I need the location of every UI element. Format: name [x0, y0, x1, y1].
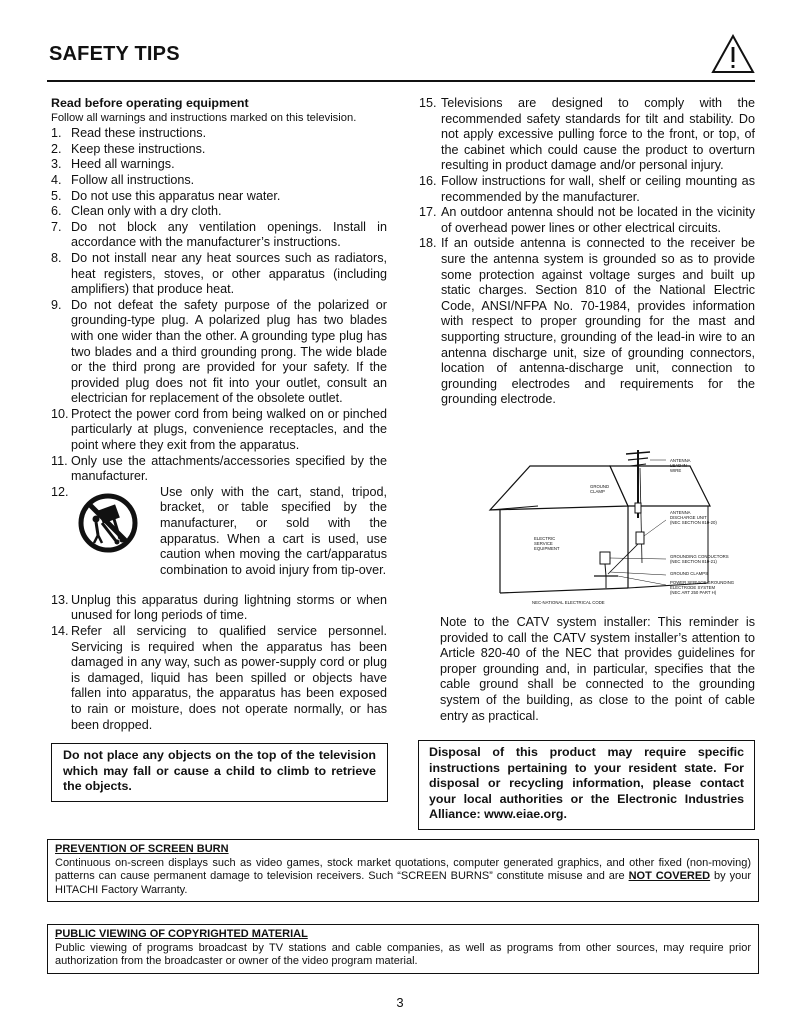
- list-item: 18. If an outside antenna is connected to the receiver be sure the antenna system is grounded so as to provide some protection against voltage surges and built up static charges. Section 810 of the National Electric Code, ANSI/NFPA No. 70-1984, provides information with respect to proper grounding for the mast and supporting structure, grounding of the lead-in wire to an antenna discharge unit, size of grounding connectors, location of antenna-discharge unit, connection to grounding electrodes and requirements for the grounding electrode.: [419, 236, 755, 407]
- section-subhead: Read before operating equipment: [51, 96, 249, 110]
- list-item: 14. Refer all servicing to qualified service personnel. Servicing is required when the apparatus has been damaged in any way, such as power-supply cord or plug is damaged, liquid has been spilled or objects have fallen into apparatus, the apparatus has been exposed to rain or moisture, does not operate normally, or has been dropped.: [51, 624, 387, 732]
- list-item: 4. Follow all instructions.: [51, 172, 195, 187]
- left-column: [51, 96, 387, 733]
- copyright-text: Public viewing of programs broadcast by TV stations and cable companies, as well as programs from other sources, may require prior authorization from the broadcaster or owner of the video program material.: [55, 941, 751, 968]
- list-item: 11. Only use the attachments/accessories specified by the manufacturer.: [51, 453, 387, 484]
- intro-text: Follow all warnings and instructions marked on this television.: [51, 111, 357, 124]
- page-title: SAFETY TIPS: [49, 43, 180, 65]
- list-item: 1. Read these instructions.: [51, 126, 207, 141]
- right-column: [419, 96, 755, 408]
- diagram-label: NEC-NATIONAL ELECTRICAL CODE: [532, 600, 605, 605]
- list-item: 17. An outdoor antenna should not be located in the vicinity of overhead power lines or other electrical circuits.: [419, 205, 755, 235]
- diagram-label: ELECTRIC SERVICE EQUIPMENT: [534, 536, 560, 551]
- diagram-label: ANTENNA LEAD IN WIRE: [670, 458, 691, 473]
- page-number: 3: [396, 995, 404, 1010]
- list-item: 3. Heed all warnings.: [51, 157, 175, 172]
- list-item: 15. Televisions are designed to comply with the recommended safety standards for tilt and stability. Do not apply excessive pulling force to the front, or top, of the cabinet which could cause the product to overturn resulting in product damage and/or personal injury.: [419, 96, 755, 173]
- diagram-label: GROUNDING CONDUCTORS (NEC SECTION 810-21): [670, 554, 729, 564]
- title-rule: [47, 80, 755, 82]
- list-item: 7. Do not block any ventilation openings. Install in accordance with the manufacturer’s instructions.: [51, 219, 387, 250]
- screen-burn-box: [47, 839, 759, 902]
- warning-triangle-icon: [711, 34, 755, 74]
- list-item: 10. Protect the power cord from being walked on or pinched particularly at plugs, convenience receptacles, and the point where they exit from the apparatus.: [51, 406, 387, 453]
- diagram-label: GROUND CLAMPS: [670, 571, 708, 576]
- copyright-heading: PUBLIC VIEWING OF COPYRIGHTED MATERIAL: [55, 928, 308, 940]
- antenna-grounding-diagram: [478, 448, 758, 608]
- list-item: 13. Unplug this apparatus during lightning storms or when unused for long periods of time.: [51, 592, 387, 623]
- cart-tip-over-warning-icon: [78, 493, 138, 553]
- list-item: 16. Follow instructions for wall, shelf or ceiling mounting as recommended by the manufacturer.: [419, 173, 755, 204]
- catv-installer-note: Note to the CATV system installer: This reminder is provided to call the CATV system installer’s attention to Article 820-40 of the NEC that provides guidelines for proper grounding and, in particular, specifies that the cable ground shall be connected to the grounding system of the building, as close to the point of cable entry as practical.: [440, 615, 755, 723]
- list-item: 6. Clean only with a dry cloth.: [51, 204, 222, 219]
- diagram-label: ANTENNA DISCHARGE UNIT (NEC SECTION 810-20): [670, 510, 717, 525]
- disposal-notice-box: Disposal of this product may require specific instructions pertaining to your resident state. For disposal or recycling information, please contact your local authorities or the Electronic Industries Alliance: www.eiae.org.: [418, 740, 755, 830]
- copyright-box: [47, 924, 759, 974]
- screen-burn-heading: PREVENTION OF SCREEN BURN: [55, 843, 229, 855]
- diagram-label: POWER SERVICE GROUNDING ELECTRODE SYSTEM (NEC ART 250 PART H): [670, 580, 735, 595]
- list-item: 8. Do not install near any heat sources such as radiators, heat registers, stoves, or other apparatus (including amplifiers) that produce heat.: [51, 250, 387, 297]
- screen-burn-text: Continuous on-screen displays such as video games, stock market quotations, computer generated graphics, and other fixed (non-moving) patterns can cause permanent damage to television receivers. Such “SCREEN BURNS” constitute misuse and are NOT COVERED by your HITACHI Factory Warranty.: [55, 856, 751, 896]
- list-item-cart-warning: 12. Use only with the cart, stand, tripod, bracket, or table specified by the manufacturer, or sold with the apparatus. When a cart is used, use caution when moving the cart/apparatus combination to avoid injury from tip-over.: [51, 484, 387, 577]
- diagram-label: GROUND CLAMP: [590, 484, 610, 494]
- list-item: 9. Do not defeat the safety purpose of the polarized or grounding-type plug. A polarized plug has two blades with one wider than the other. A grounding type plug has two blades and a third grounding prong. The wide blade or the third prong are provided for your safety. If the provided plug does not fit into your outlet, consult an electrician for replacement of the obsolete outlet.: [51, 297, 387, 406]
- child-climb-warning-box: Do not place any objects on the top of the television which may fall or cause a child to climb to retrieve the objects.: [51, 743, 388, 802]
- list-item: 2. Keep these instructions.: [51, 141, 206, 156]
- list-item: 5. Do not use this apparatus near water.: [51, 188, 281, 203]
